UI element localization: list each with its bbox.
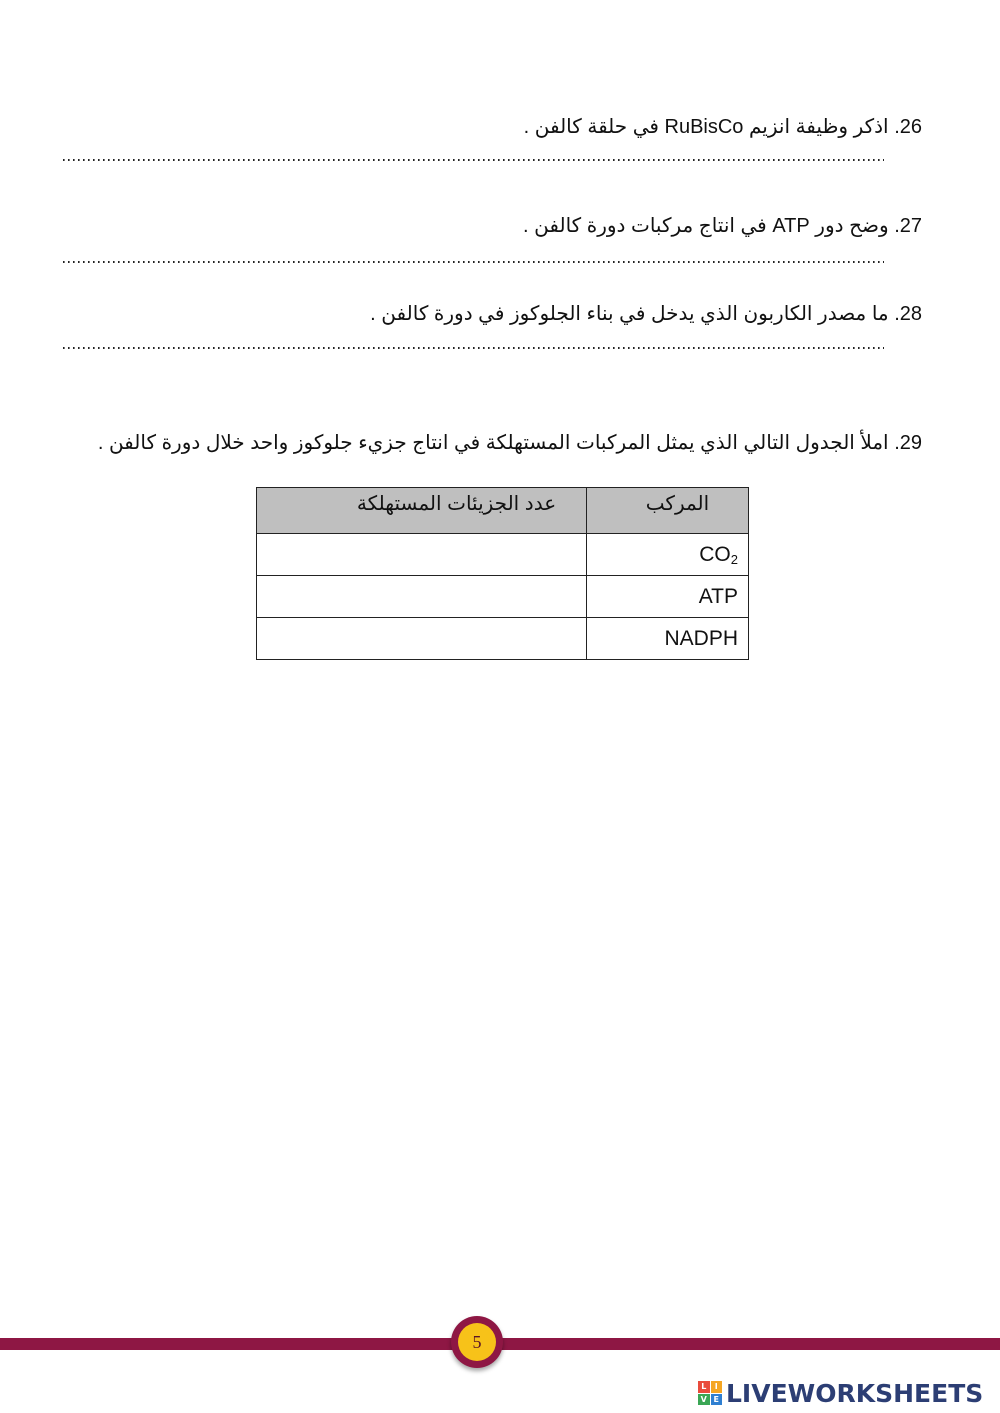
count-answer-cell[interactable] bbox=[257, 576, 587, 618]
compound-cell bbox=[587, 618, 749, 660]
brand-name: LIVEWORKSHEETS bbox=[726, 1378, 984, 1408]
header-compound: المركب bbox=[587, 488, 749, 534]
question-text: اذكر وظيفة انزيم RuBisCo في حلقة كالفن . bbox=[523, 116, 889, 138]
compound-subscript: 2 bbox=[730, 551, 738, 567]
question-number: 28. bbox=[894, 303, 922, 325]
compound-cell bbox=[587, 576, 749, 618]
answer-line-26[interactable] bbox=[62, 158, 884, 162]
question-text: ما مصدر الكاربون الذي يدخل في بناء الجلوكوز في دورة كالفن . bbox=[370, 303, 889, 325]
count-answer-cell[interactable] bbox=[257, 618, 587, 660]
compound-formula: NADPH bbox=[664, 626, 738, 650]
compound-cell bbox=[587, 534, 749, 576]
question-text: املأ الجدول التالي الذي يمثل المركبات المستهلكة في انتاج جزيء جلوكوز واحد خلال دورة كالفن . bbox=[97, 432, 889, 454]
question-26 bbox=[524, 115, 922, 139]
table-row bbox=[257, 576, 749, 618]
header-count: عدد الجزيئات المستهلكة bbox=[257, 488, 587, 534]
table-header-row bbox=[257, 488, 749, 534]
question-number: 27. bbox=[894, 215, 922, 237]
count-answer-cell[interactable] bbox=[257, 534, 587, 576]
table-row bbox=[257, 534, 749, 576]
liveworksheets-brand[interactable] bbox=[698, 1378, 983, 1408]
question-27 bbox=[523, 214, 922, 238]
question-29 bbox=[98, 431, 922, 455]
question-28 bbox=[370, 302, 922, 326]
table-row bbox=[257, 618, 749, 660]
page-number: 5 bbox=[458, 1323, 496, 1361]
question-number: 29. bbox=[894, 432, 922, 454]
liveworksheets-logo-icon: L I V E bbox=[698, 1381, 722, 1405]
compound-formula: CO bbox=[699, 542, 731, 566]
answer-line-28[interactable] bbox=[62, 346, 884, 350]
consumed-compounds-table bbox=[256, 487, 749, 660]
question-number: 26. bbox=[894, 116, 922, 138]
answer-line-27[interactable] bbox=[62, 260, 884, 264]
question-text: وضح دور ATP في انتاج مركبات دورة كالفن . bbox=[523, 215, 889, 237]
page-number-badge bbox=[451, 1316, 503, 1368]
compound-formula: ATP bbox=[698, 584, 738, 608]
